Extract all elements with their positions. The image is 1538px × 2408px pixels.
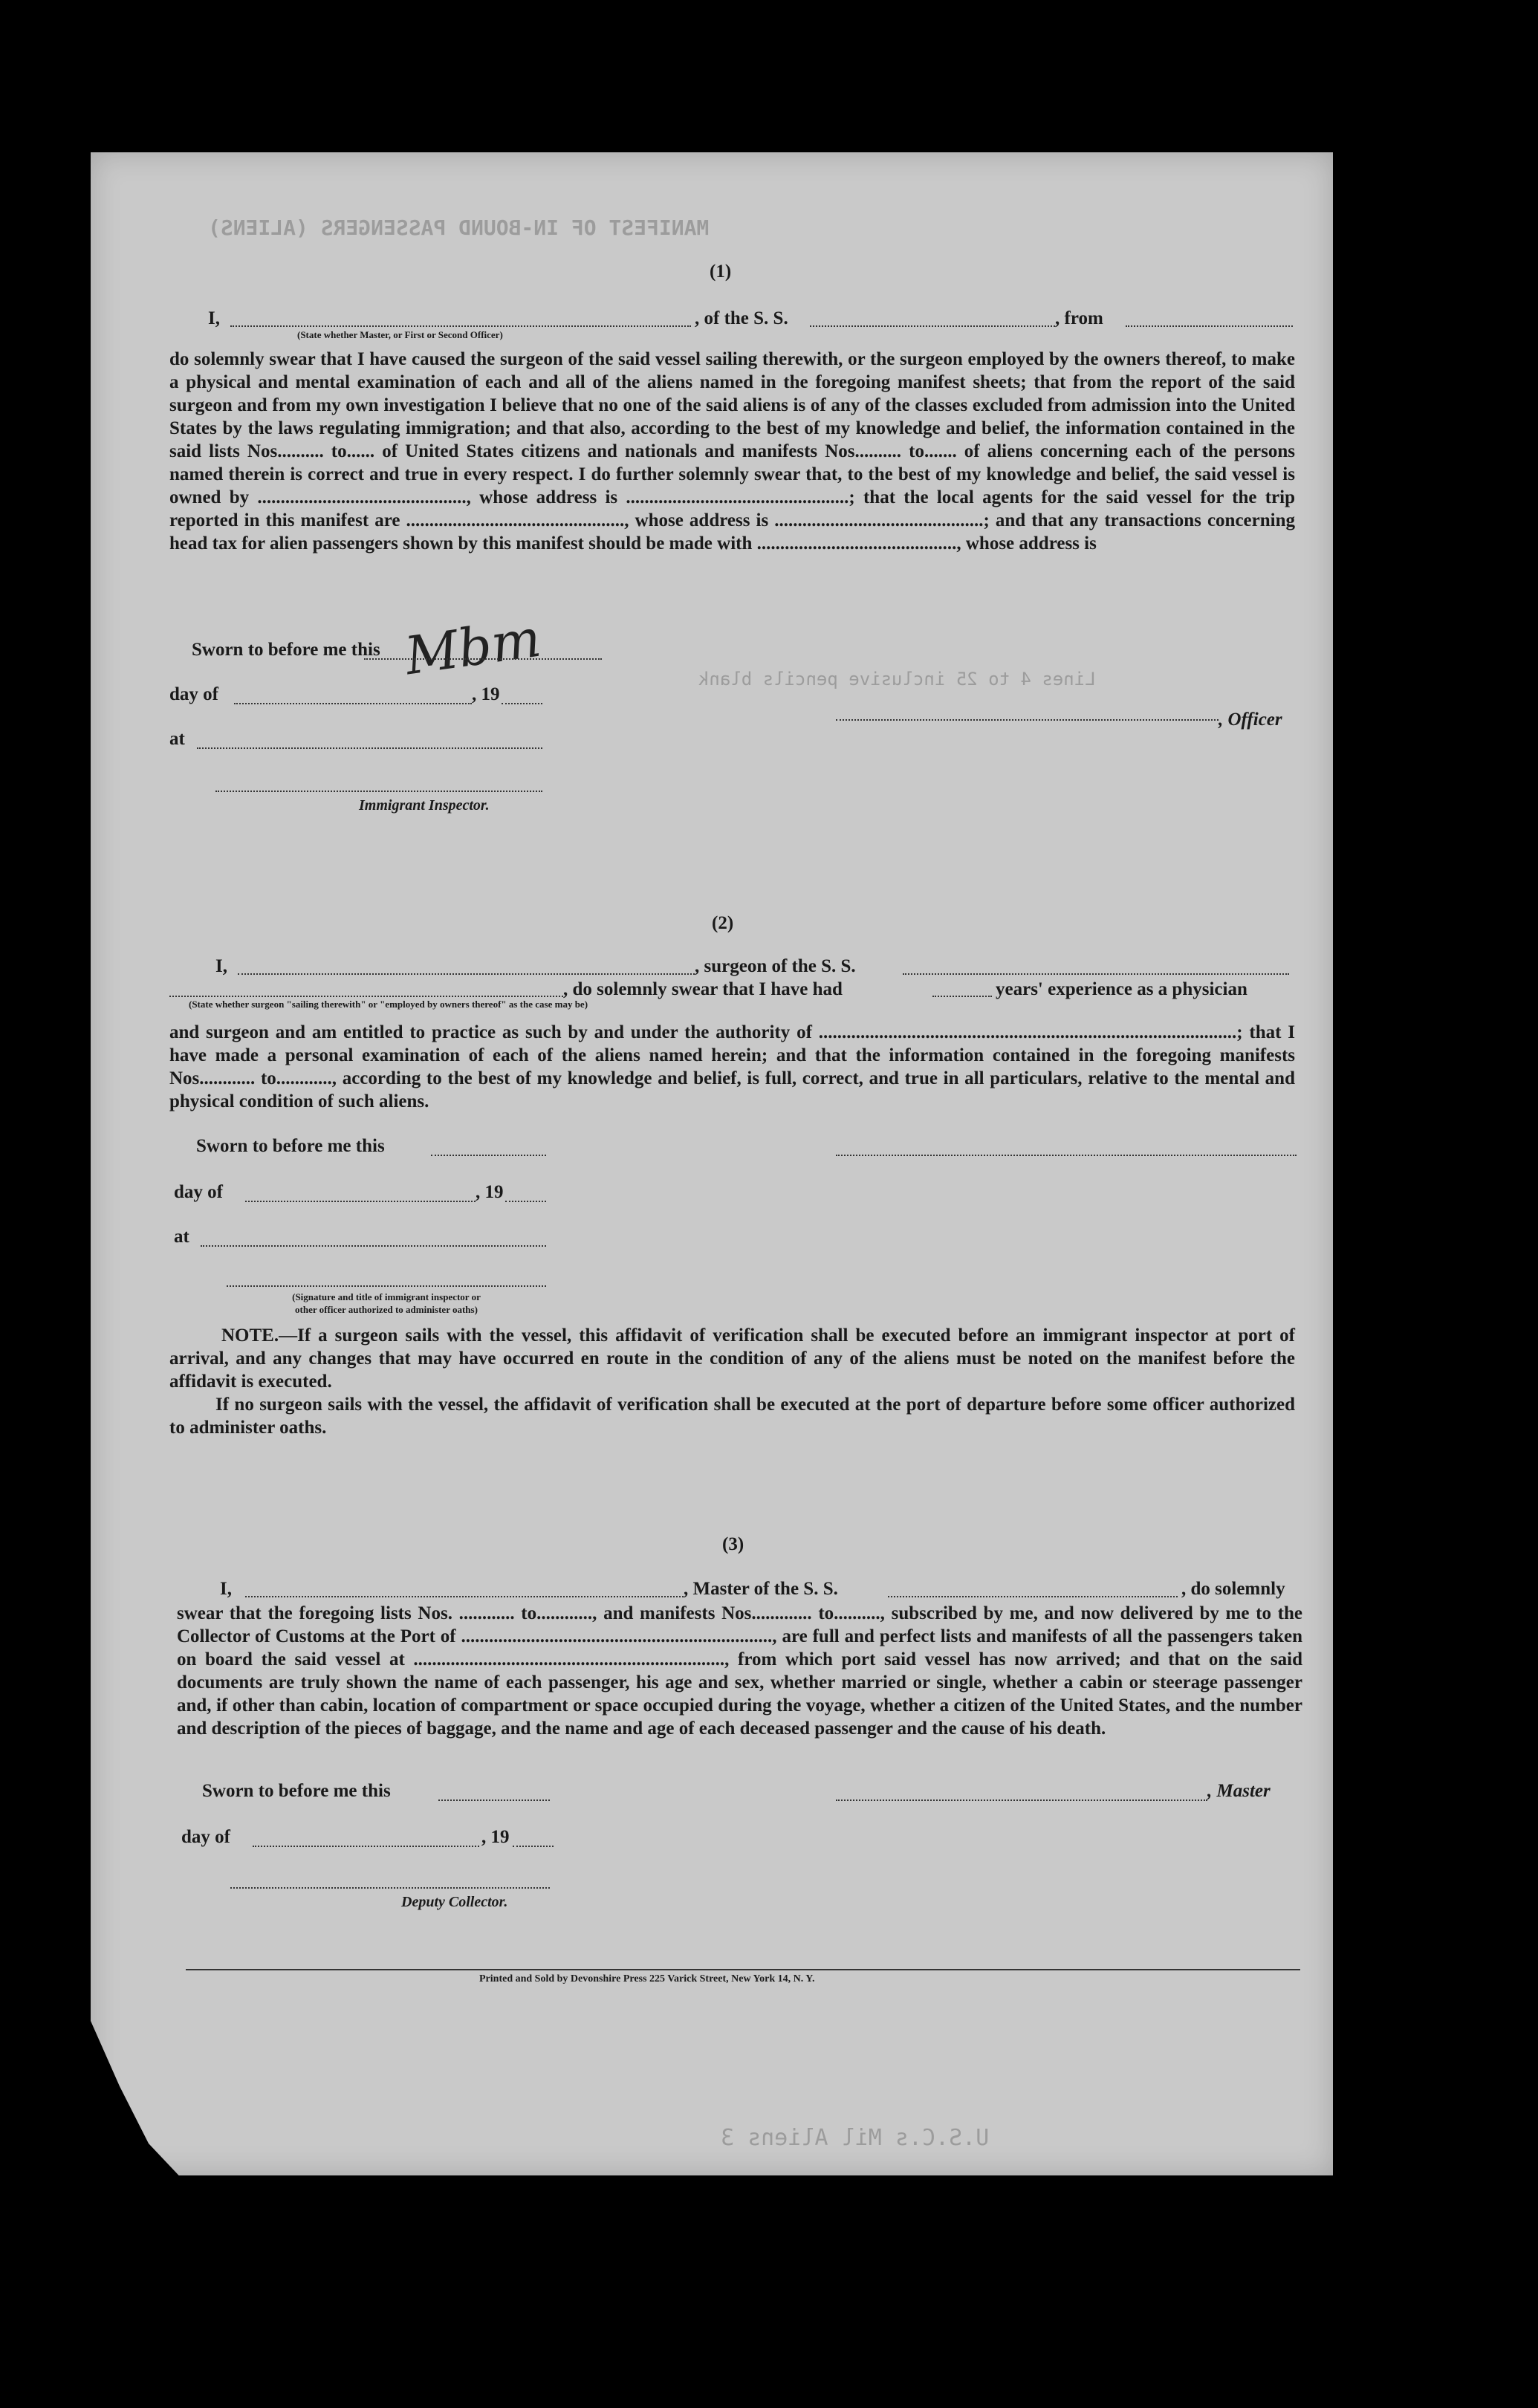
surgeon-ship-blank — [903, 973, 1289, 975]
section-3-collector: Deputy Collector. — [401, 1894, 508, 1910]
section-1-day-of: day of — [169, 684, 218, 704]
sworn-date-blank-3 — [438, 1799, 550, 1801]
section-1-number: (1) — [710, 262, 732, 282]
section-1-year: , 19 — [472, 684, 500, 704]
binder-hole — [1343, 199, 1380, 236]
year-blank-3 — [513, 1846, 554, 1847]
section-2-sworn: Sworn to before me this — [196, 1136, 385, 1156]
binder-hole — [1343, 318, 1380, 355]
binder-hole — [1343, 1930, 1380, 1967]
years-blank — [932, 996, 992, 997]
section-1-inspector: Immigrant Inspector. — [359, 797, 490, 814]
bleed-through-header: MANIFEST OF IN-BOUND PASSENGERS (ALIENS) — [208, 215, 710, 240]
section-3-do-swear: , do solemnly — [1181, 1579, 1285, 1599]
section-1-officer: , Officer — [1219, 710, 1282, 730]
section-2-oath-paragraph: and surgeon and am entitled to practice as such by and under the authority of ..........................................................................................; that I have made a personal examination of each of the aliens named herein; and that the information contained in the foregoing manifests Nos............ to............, according to the best of my knowledge and belief, is full, correct, and true in all particulars, relative to the mental and physical condition of such aliens. — [169, 1022, 1295, 1111]
sworn-date-blank-2 — [431, 1155, 546, 1156]
section-2-number: (2) — [712, 913, 734, 933]
section-2-sig-note-1: (Signature and title of immigrant inspector or — [292, 1291, 481, 1302]
section-2-i-label: I, — [215, 956, 227, 976]
binder-hole — [1343, 1484, 1380, 1522]
section-2-do-swear: , do solemnly swear that I have had — [563, 979, 843, 999]
section-3-i-label: I, — [220, 1579, 232, 1599]
section-1-oath-paragraph: do solemnly swear that I have caused the surgeon of the said vessel sailing therewith, or the surgeon employed by the owners thereof, to make a physical and mental examination of each and all of the aliens named in the foregoing manifest sheets; that from the report of the said surgeon and from my own investigation I believe that no one of the said aliens is of any of the classes excluded from admission into the United States by the laws regulating immigration; and that also, according to the best of my knowledge and belief, the information contained in the said lists Nos.......... to...... of United States citizens and nationals and manifests Nos.......... to....... of aliens concerning each of the persons named therein is correct and true in every respect. I do further solemnly swear that, to the best of my knowledge and belief, the said vessel is owned by ............................................., whose address is ................................................; that the local agents for the said vessel for the trip reported in this manifest are ..............................................., whose address is .............................................; and that any transactions concerning head tax for alien passengers shown by this manifest should be made with ..........................................., whose address is — [169, 349, 1295, 554]
section-1-from-label: , from — [1055, 308, 1103, 328]
place-blank-2 — [201, 1245, 546, 1247]
bleed-through-lines: Lines 4 to 25 inclusive pencils blank — [698, 669, 1096, 689]
place-blank — [197, 747, 542, 749]
section-3-master: , Master — [1207, 1781, 1271, 1801]
master-ship-blank — [888, 1596, 1178, 1597]
section-1-sworn: Sworn to before me this — [192, 640, 380, 660]
bleed-through-bottom: U.S.C.s Mil Aliens 3 — [721, 2125, 990, 2151]
section-2-surgeon-label: , surgeon of the S. S. — [695, 956, 856, 976]
section-3-year: , 19 — [481, 1827, 510, 1847]
year-blank-2 — [505, 1201, 546, 1202]
section-2-note: NOTE.—If a surgeon sails with the vessel, this affidavit of verification shall be executed before an immigrant inspector at port of arrival, and any changes that may have occurred en route in the condition of any of the aliens must be noted on the manifest before the affidavit is executed. — [169, 1325, 1295, 1392]
binder-hole — [1343, 2042, 1380, 2079]
binder-hole — [1343, 689, 1380, 727]
sworn-date-blank — [364, 658, 602, 660]
section-2-at: at — [174, 1227, 189, 1247]
section-3-master-label: , Master of the S. S. — [684, 1579, 838, 1599]
officer-name-blank — [230, 325, 691, 327]
section-2-years: years' experience as a physician — [996, 979, 1247, 999]
day-blank-3 — [253, 1846, 479, 1847]
ship-name-blank — [810, 325, 1055, 327]
from-port-blank — [1126, 325, 1293, 327]
surgeon-role-blank — [169, 996, 563, 997]
section-3-number: (3) — [722, 1534, 744, 1554]
officer-signature-blank — [836, 719, 1219, 721]
section-2-note-2: If no surgeon sails with the vessel, the affidavit of verification shall be executed at the port of departure before some officer authorized to administer oaths. — [169, 1395, 1295, 1438]
section-2-sig-note-2: other officer authorized to administer oaths) — [295, 1304, 478, 1315]
section-1-ss-label: , of the S. S. — [695, 308, 788, 328]
section-1-i-label: I, — [208, 308, 220, 328]
day-blank-2 — [245, 1201, 476, 1202]
inspector-signature-blank-2 — [227, 1285, 546, 1287]
section-2-state-note: (State whether surgeon "sailing therewith" or "employed by owners thereof" as the case may be) — [189, 999, 588, 1010]
collector-signature-blank — [230, 1887, 550, 1889]
master-name-blank — [245, 1596, 684, 1597]
handwritten-signature: Mbm — [401, 607, 545, 687]
year-blank — [502, 703, 542, 704]
printer-line: Printed and Sold by Devonshire Press 225 Varick Street, New York 14, N. Y. — [479, 1973, 815, 1985]
inspector-signature-blank — [215, 791, 542, 792]
section-1-state-note: (State whether Master, or First or Second Officer) — [297, 329, 503, 340]
binder-hole — [1343, 808, 1380, 846]
day-blank — [234, 703, 472, 704]
section-3-day-of: day of — [181, 1827, 230, 1847]
binder-hole — [1343, 1596, 1380, 1633]
surgeon-signature-blank — [836, 1155, 1297, 1156]
surgeon-name-blank — [238, 973, 695, 975]
footer-rule — [186, 1969, 1300, 1970]
section-1-at: at — [169, 729, 185, 749]
section-2-year: , 19 — [476, 1182, 504, 1202]
section-2-day-of: day of — [174, 1182, 223, 1202]
section-3-sworn: Sworn to before me this — [202, 1781, 391, 1801]
master-signature-blank — [836, 1799, 1207, 1801]
section-3-oath-paragraph: swear that the foregoing lists Nos. ............ to............, and manifests Nos............. to.........., subscribed by me, and now delivered by me to the Collector of Customs at the Port of ..................................................................., are full and perfect lists and manifests of all the passengers taken on board the said vessel at ..................................................................., from which port said vessel has now arrived; and that on the said documents are truly shown the name of each passenger, his age and sex, whether married or single, whether a cabin or steerage passenger and, if other than cabin, location of compartment or space occupied during the voyage, whether a citizen of the United States, and the number and description of the pieces of baggage, and the name and age of each deceased passenger and the cause of his death. — [177, 1603, 1302, 1739]
binder-hole — [1343, 1143, 1380, 1180]
